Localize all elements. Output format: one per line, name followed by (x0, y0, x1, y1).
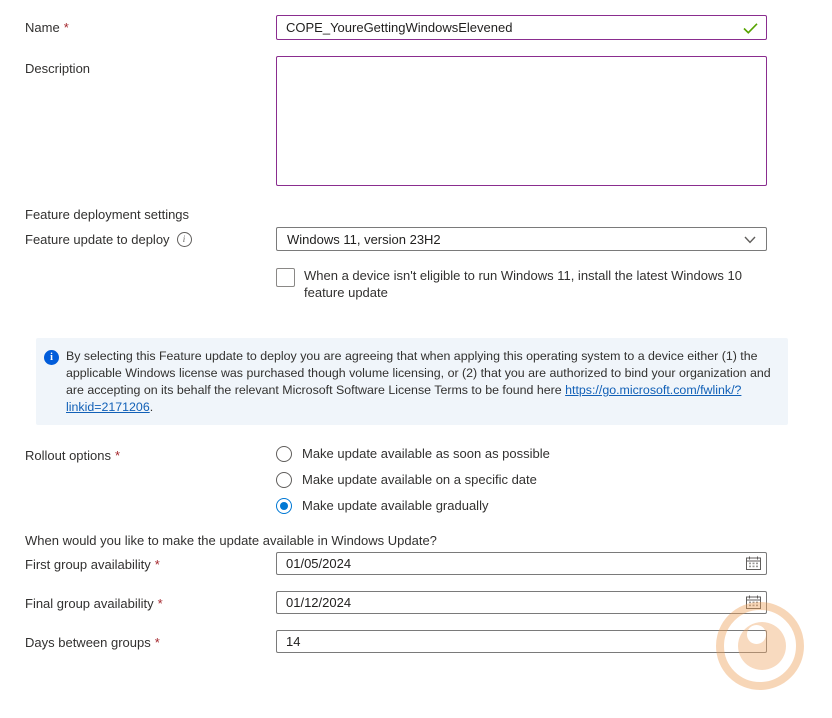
rollout-option-asap[interactable]: Make update available as soon as possible (276, 445, 767, 463)
final-group-label: Final group availability * (25, 596, 163, 611)
info-tooltip-icon[interactable]: i (177, 232, 192, 247)
required-asterisk: * (154, 557, 160, 572)
final-group-date-input[interactable] (276, 591, 767, 614)
calendar-icon[interactable] (745, 556, 761, 571)
first-group-label: First group availability * (25, 557, 160, 572)
license-info-text: By selecting this Feature update to deploy you are agreeing that when applying this operating system to a device either (1) the applicable Windows license was purchased though volume licensing, or (2) that you are authorized to bind your organization and are accepting on its behalf the relevant Microsoft Software License Terms to be found here https://go.microsoft.com/fwlink/?linkid=2171206. (66, 349, 771, 414)
rollout-radio[interactable] (276, 498, 292, 514)
first-group-row (0, 552, 832, 575)
description-row (0, 56, 832, 189)
info-icon: i (44, 350, 59, 365)
rollout-option-specific-date[interactable]: Make update available on a specific date (276, 471, 767, 489)
required-asterisk: * (63, 20, 69, 35)
feature-update-row (0, 227, 832, 251)
windows10-fallback-checkbox[interactable] (276, 268, 295, 287)
rollout-radio-group (276, 445, 767, 515)
required-asterisk: * (115, 448, 121, 463)
first-group-date-input[interactable] (276, 552, 767, 575)
rollout-radio[interactable] (276, 472, 292, 488)
name-label: Name * (25, 20, 69, 35)
description-textarea[interactable] (276, 56, 767, 186)
feature-update-selected: Windows 11, version 23H2 (287, 231, 441, 247)
rollout-radio[interactable] (276, 446, 292, 462)
rollout-option-gradually[interactable]: Make update available gradually (276, 497, 767, 515)
feature-update-dropdown[interactable] (276, 227, 767, 251)
name-input[interactable] (276, 15, 767, 40)
required-asterisk: * (154, 635, 160, 650)
feature-update-label: Feature update to deploy (25, 232, 170, 247)
name-row (0, 15, 832, 40)
section-heading: Feature deployment settings (25, 207, 190, 222)
calendar-icon[interactable] (745, 595, 761, 610)
availability-question: When would you like to make the update available in Windows Update? (25, 533, 437, 548)
description-label: Description (25, 61, 91, 76)
chevron-down-icon (744, 232, 756, 247)
days-between-row (0, 630, 832, 653)
days-between-input[interactable] (276, 630, 767, 653)
rollout-options-row (0, 445, 832, 515)
fallback-row (0, 267, 832, 301)
windows10-fallback-label: When a device isn't eligible to run Windows 11, install the latest Windows 10 feature update (304, 268, 742, 300)
required-asterisk: * (157, 596, 163, 611)
days-between-label: Days between groups * (25, 635, 160, 650)
license-terms-link[interactable]: https://go.microsoft.com/fwlink/?linkid=2171206 (66, 383, 742, 414)
license-info-banner (36, 338, 788, 425)
final-group-row (0, 591, 832, 614)
rollout-options-label: Rollout options * (25, 448, 121, 463)
